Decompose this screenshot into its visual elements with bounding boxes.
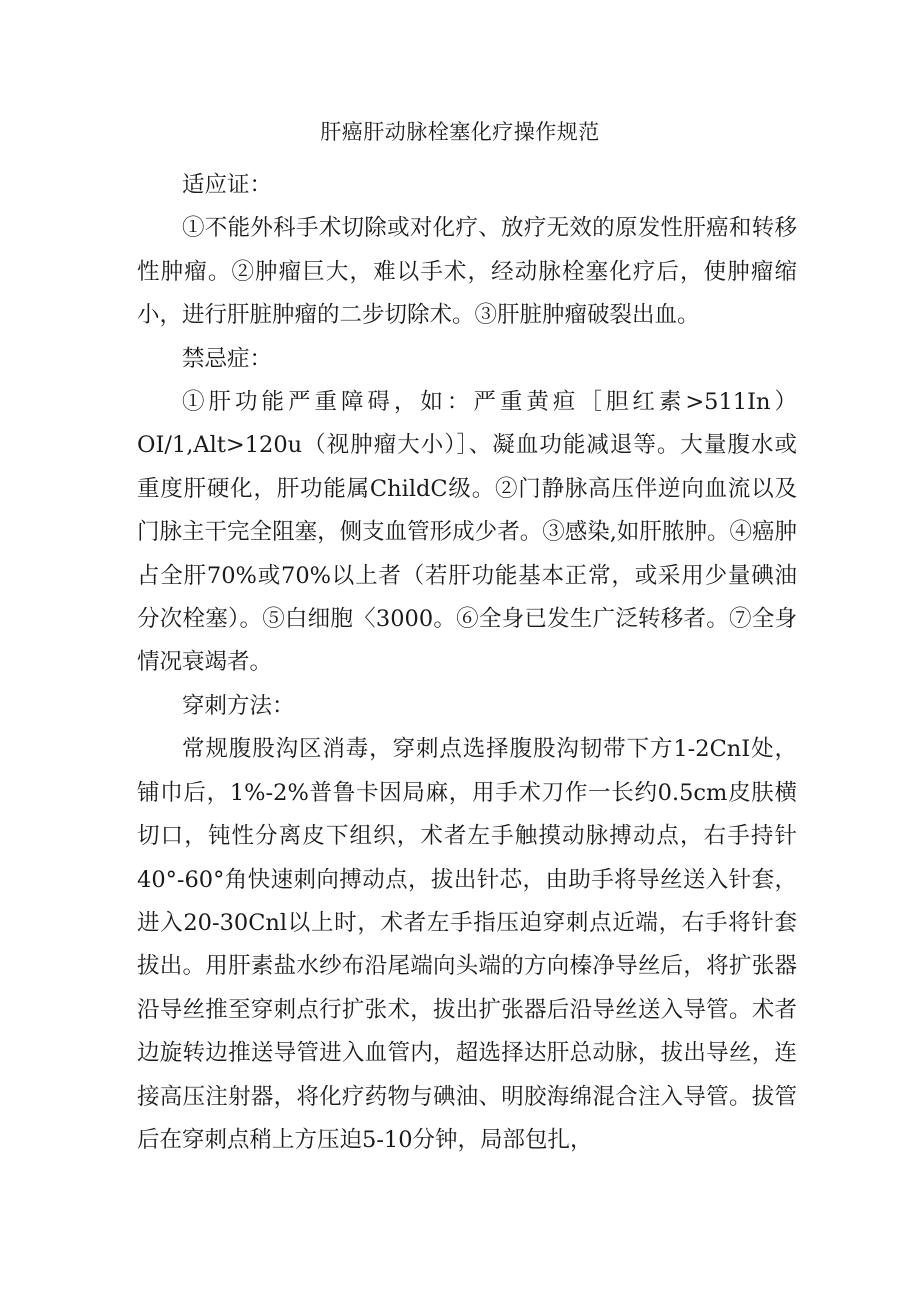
paragraph-contraindications: ①肝功能严重障碍，如：严重黄疸［胆红素>511In）OI/1,Alt>120u（视肿瘤大小）］、凝血功能减退等。大量腹水或重度肝硬化，肝功能属ChildC级。②门静脉高压伴逆向血流以及门脉主干完全阻塞，侧支血管形成少者。③感染,如肝脓肿。④癌肿占全肝70%或70%以上者（若肝功能基本正常，或采用少量碘油分次栓塞）。⑤白细胞〈3000。⑥全身已发生广泛转移者。⑦全身情况衰竭者。	[137, 389, 797, 676]
document-title: 肝癌肝动脉栓塞化疗操作规范	[320, 120, 600, 144]
section-heading-puncture-method: 穿刺方法：	[182, 692, 295, 719]
section-heading-contraindications: 禁忌症：	[182, 345, 273, 372]
section-heading-indications: 适应证：	[182, 172, 273, 198]
paragraph-puncture-method: 常规腹股沟区消毒，穿刺点选择腹股沟韧带下方1-2CnI处，铺巾后，1%-2%普鲁卡因局麻，用手术刀作一长约0.5cm皮肤横切口，钝性分离皮下组织，术者左手触摸动脉搏动点，右手持针40°-60°角快速刺向搏动点，拔出针芯，由助手将导丝送入针套，进入20-30Cnl以上时，术者左手指压迫穿刺点近端，右手将针套拔出。用肝素盐水纱布沿尾端向头端的方向榛净导丝后，将扩张器沿导丝推至穿刺点行扩张术，拔出扩张器后沿导丝送入导管。术者边旋转边推送导管进入血管内，超选择达肝总动脉，拔出导丝，连接高压注射器，将化疗药物与碘油、明胶海绵混合注入导管。拔管后在穿刺点稍上方压迫5-10分钟，局部包扎，	[137, 736, 797, 1153]
document-body	[137, 164, 797, 1162]
paragraph-indications: ①不能外科手术切除或对化疗、放疗无效的原发性肝癌和转移性肿瘤。②肿瘤巨大，难以手术，经动脉栓塞化疗后，使肿瘤缩小，进行肝脏肿瘤的二步切除术。③肝脏肿瘤破裂出血。	[137, 215, 797, 329]
